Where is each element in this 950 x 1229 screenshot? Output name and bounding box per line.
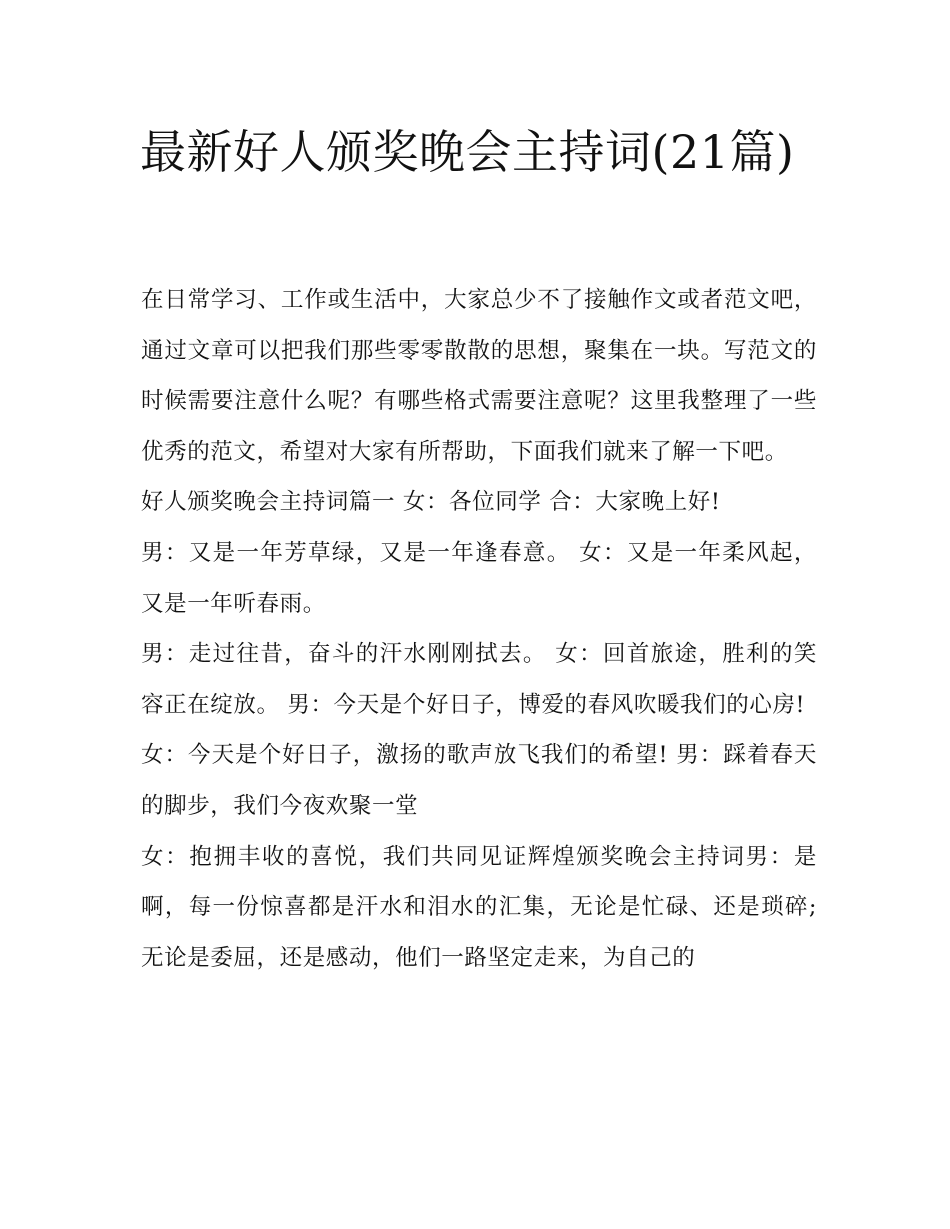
- paragraph: 好人颁奖晚会主持词篇一 女：各位同学 合：大家晚上好!: [141, 489, 721, 516]
- document-body: [141, 275, 817, 983]
- document-title: 最新好人颁奖晚会主持词(21篇): [140, 125, 795, 179]
- paragraph: 女：抱拥丰收的喜悦，我们共同见证辉煌颁奖晚会主持词男：是啊，每一份惊喜都是汗水和泪水的汇集，无论是忙碌、还是琐碎;无论是委屈，还是感动，他们一路坚定走来，为自己的: [141, 843, 817, 971]
- paragraph: 男：走过往昔，奋斗的汗水刚刚拭去。 女：回首旅途，胜利的笑容正在绽放。 男：今天是个好日子，博爱的春风吹暖我们的心房!: [141, 641, 817, 718]
- paragraph: 女：今天是个好日子，激扬的歌声放飞我们的希望! 男：踩着春天的脚步，我们今夜欢聚一堂: [141, 742, 817, 819]
- paragraph: 男：又是一年芳草绿，又是一年逢春意。 女：又是一年柔风起，又是一年听春雨。: [141, 539, 817, 617]
- paragraph: 在日常学习、工作或生活中，大家总少不了接触作文或者范文吧，通过文章可以把我们那些零零散散的思想，聚集在一块。写范文的时候需要注意什么呢？有哪些格式需要注意呢？这里我整理了一些优秀的范文，希望对大家有所帮助，下面我们就来了解一下吧。: [141, 287, 817, 465]
